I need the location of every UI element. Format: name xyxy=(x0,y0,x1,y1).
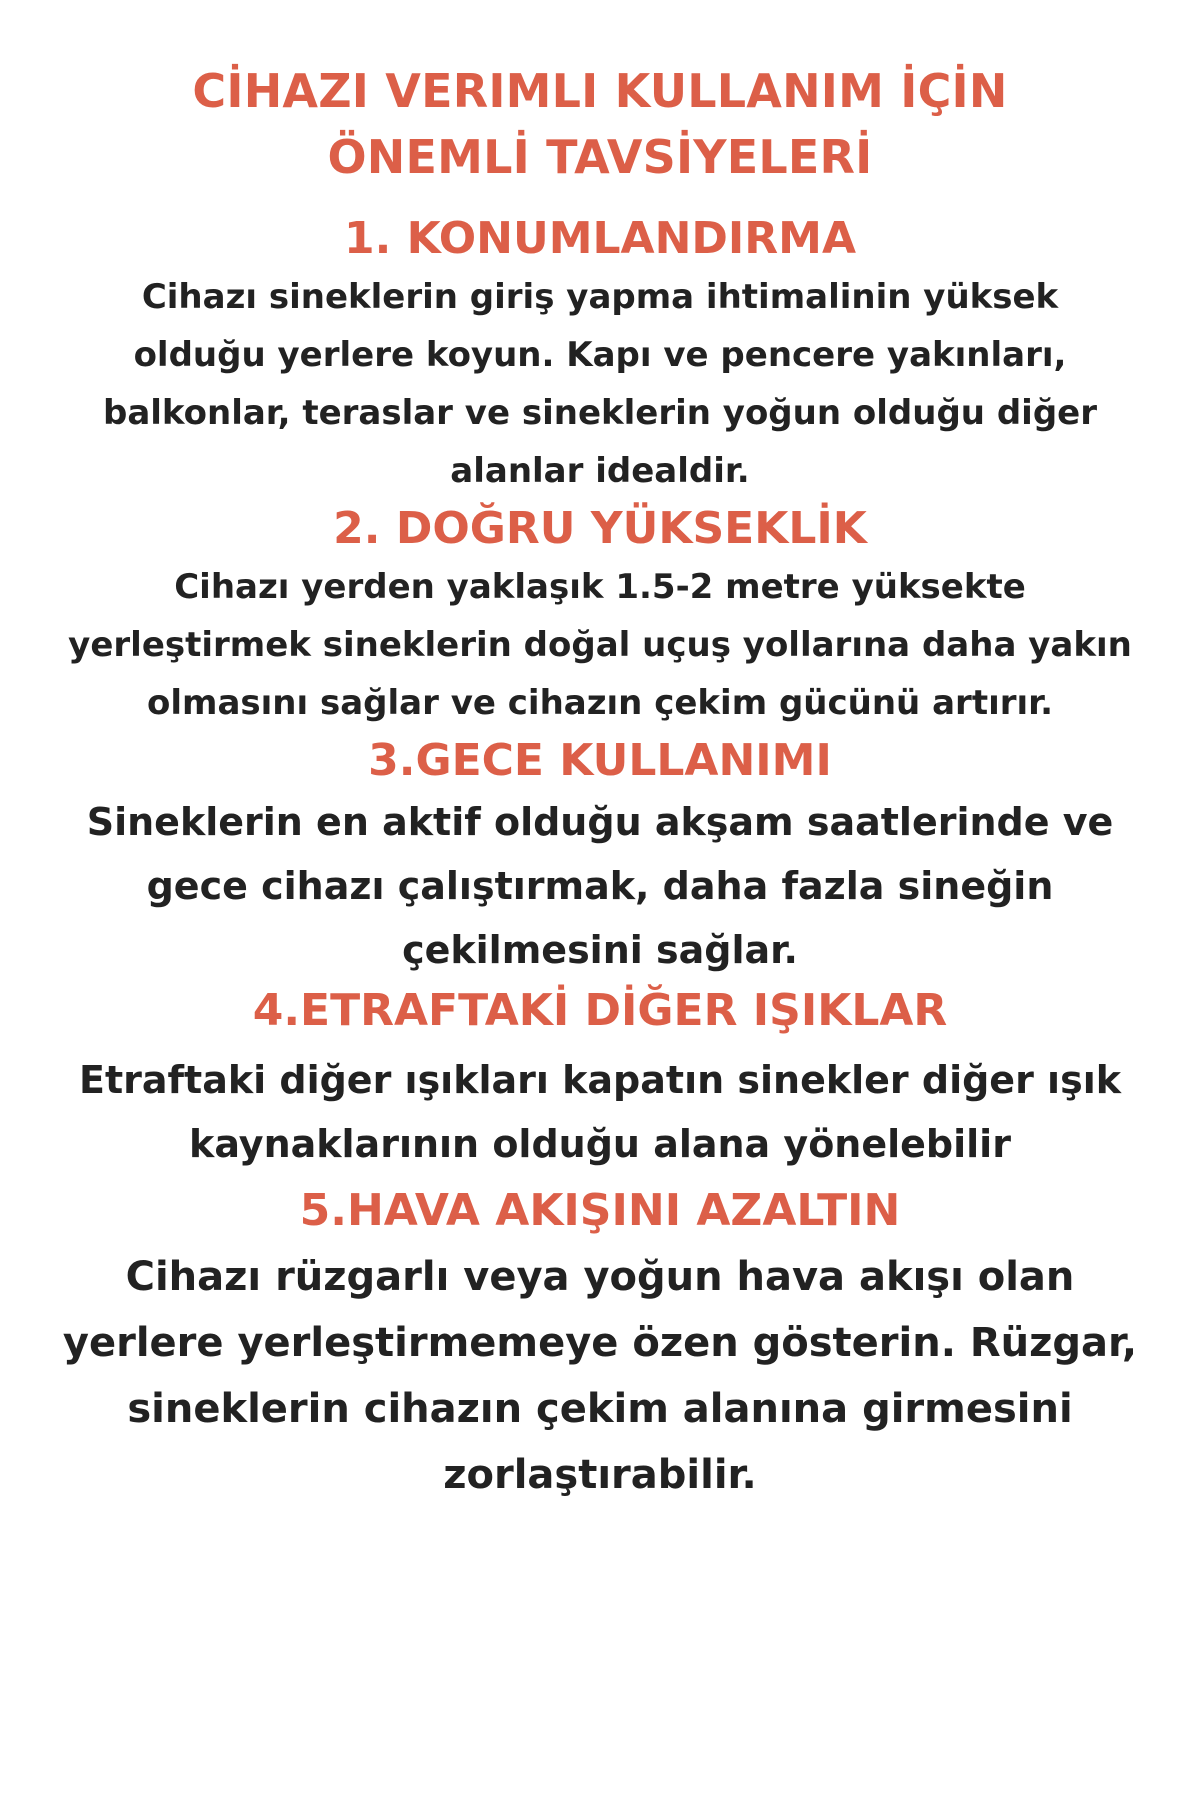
section-heading: 3.GECE KULLANIMI xyxy=(368,735,832,786)
section-airflow xyxy=(6,1182,1194,1508)
section-body xyxy=(6,558,1194,732)
body-line: olduğu yerlere koyun. Kapı ve pencere yakınları, xyxy=(133,335,1067,375)
body-line: alanlar idealdir. xyxy=(450,451,750,491)
section-heading: 2. DOĞRU YÜKSEKLİK xyxy=(333,503,867,554)
page-title-line: CİHAZI VERIMLI KULLANIM İÇİN xyxy=(192,64,1008,118)
body-line: zorlaştırabilir. xyxy=(443,1452,757,1498)
section-night-use xyxy=(6,732,1194,982)
body-line: çekilmesini sağlar. xyxy=(402,928,798,972)
section-body xyxy=(6,1244,1194,1508)
body-line: Sineklerin en aktif olduğu akşam saatlerinde ve xyxy=(86,800,1114,844)
section-body xyxy=(6,790,1194,982)
body-line: sineklerin cihazın çekim alanına girmesini xyxy=(127,1386,1073,1432)
section-body xyxy=(6,1048,1194,1176)
page-title xyxy=(6,58,1194,190)
body-line: Etraftaki diğer ışıkları kapatın sinekler diğer ışık xyxy=(79,1058,1121,1102)
body-line: Cihazı sineklerin giriş yapma ihtimalinin yüksek xyxy=(141,277,1059,317)
body-line: balkonlar, teraslar ve sineklerin yoğun olduğu diğer xyxy=(103,393,1097,433)
body-line: gece cihazı çalıştırmak, daha fazla sineğin xyxy=(146,864,1054,908)
section-heading: 4.ETRAFTAKİ DİĞER IŞIKLAR xyxy=(252,985,948,1036)
section-positioning xyxy=(6,210,1194,500)
section-height xyxy=(6,500,1194,732)
section-body xyxy=(6,268,1194,500)
body-line: Cihazı yerden yaklaşık 1.5-2 metre yüksekte xyxy=(174,567,1026,607)
section-heading: 5.HAVA AKIŞINI AZALTIN xyxy=(299,1185,901,1236)
section-other-lights xyxy=(6,982,1194,1176)
body-line: olmasını sağlar ve cihazın çekim gücünü artırır. xyxy=(147,683,1053,723)
body-line: yerlere yerleştirmemeye özen gösterin. Rüzgar, xyxy=(62,1320,1138,1366)
body-line: yerleştirmek sineklerin doğal uçuş yollarına daha yakın xyxy=(68,625,1132,665)
body-line: kaynaklarının olduğu alana yönelebilir xyxy=(189,1122,1011,1166)
section-heading: 1. KONUMLANDIRMA xyxy=(343,213,857,264)
page-title-line: ÖNEMLİ TAVSİYELERİ xyxy=(327,130,873,184)
body-line: Cihazı rüzgarlı veya yoğun hava akışı olan xyxy=(125,1254,1075,1300)
